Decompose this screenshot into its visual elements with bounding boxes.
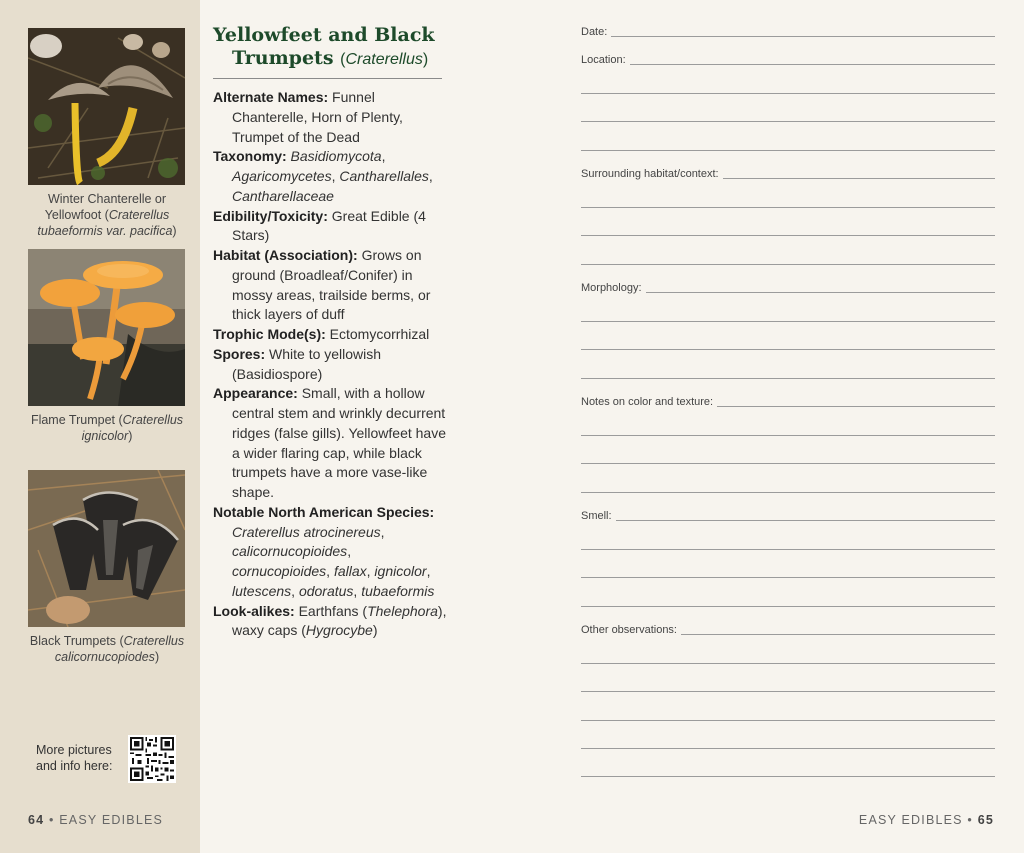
fact-trophic-mode: Trophic Mode(s): Ectomycorrhizal [213,326,430,342]
flame-trumpet-photo [28,249,185,406]
smell-line[interactable] [581,520,995,521]
section-title-left: EASY EDIBLES [59,813,164,827]
flame-trumpet-caption: Flame Trumpet (Craterellus ignicolor) [30,413,184,443]
habitat-line-2[interactable] [581,207,995,208]
footer-right: EASY EDIBLES • 65 [858,813,994,827]
fact-taxonomy: Taxonomy: Basidiomycota, Agaricomycetes, Cantharellales, Cantharellaceae [213,148,433,204]
fact-appearance: Appearance: Small, with a hollow central stem and wrinkly decurrent ridges (false gills). Yellowfeet have a wider flaring cap, while black trumpets have a more vase-like shape. [213,385,447,500]
other-line-3[interactable] [581,691,995,692]
page-number-right: 65 [977,813,994,827]
fact-lookalikes: Look-alikes: Earthfans (Thelephora), waxy caps (Hygrocybe) [213,602,447,639]
color-line-3[interactable] [581,463,995,464]
other-line-4[interactable] [581,720,995,721]
winter-chanterelle-caption: Winter Chanterelle or Yellowfoot (Craterellus tubaeformis var. pacifica) [37,192,177,238]
qr-label: More pictures and info here: [36,743,113,773]
habitat-line-3[interactable] [581,235,995,236]
date-label: Date: [581,26,611,38]
morphology-line-2[interactable] [581,321,995,322]
smell-line-3[interactable] [581,577,995,578]
morphology-label: Morphology: [581,282,646,294]
morphology-line-4[interactable] [581,378,995,379]
smell-line-2[interactable] [581,549,995,550]
qr-code-icon[interactable] [128,735,176,783]
morphology-line-3[interactable] [581,349,995,350]
color-label: Notes on color and texture: [581,396,717,408]
page-title: Yellowfeet and Black Trumpets (Craterellus) [213,24,435,69]
photo-sidebar [0,0,200,853]
fact-spores: Spores: White to yellowish (Basidiospore) [213,345,382,382]
title-divider [213,78,442,79]
black-trumpets-caption: Black Trumpets (Craterellus calicornucopiodes) [29,634,185,664]
other-line-5[interactable] [581,748,995,749]
color-line-4[interactable] [581,492,995,493]
other-label: Other observations: [581,624,681,636]
species-article [213,24,448,641]
habitat-label: Surrounding habitat/context: [581,168,723,180]
date-line[interactable] [581,36,995,37]
fact-edibility: Edibility/Toxicity: Great Edible (4 Stars) [213,207,426,244]
location-line-3[interactable] [581,121,995,122]
page-number-left: 64 [28,813,45,827]
location-line[interactable] [581,64,995,65]
winter-chanterelle-photo [28,28,185,185]
location-line-4[interactable] [581,150,995,151]
other-line-2[interactable] [581,663,995,664]
habitat-line-4[interactable] [581,264,995,265]
species-facts [213,88,448,641]
location-label: Location: [581,54,630,66]
color-line-2[interactable] [581,435,995,436]
section-title-right: EASY EDIBLES [858,813,963,827]
black-trumpets-photo [28,470,185,627]
smell-label: Smell: [581,510,616,522]
other-line-6[interactable] [581,776,995,777]
smell-line-4[interactable] [581,606,995,607]
footer-left: 64 • EASY EDIBLES [28,813,164,827]
fact-alternate-names: Alternate Names: Funnel Chanterelle, Horn of Plenty, Trumpet of the Dead [213,89,403,145]
fact-notable-species: Notable North American Species: Craterellus atrocinereus, calicornucopioides, cornucopioides, fallax, ignicolor, lutescens, odoratus, tubaeformis [213,503,435,599]
location-line-2[interactable] [581,93,995,94]
fact-habitat: Habitat (Association): Grows on ground (Broadleaf/Conifer) in mossy areas, trailside berms, or thick layers of duff [213,247,431,323]
